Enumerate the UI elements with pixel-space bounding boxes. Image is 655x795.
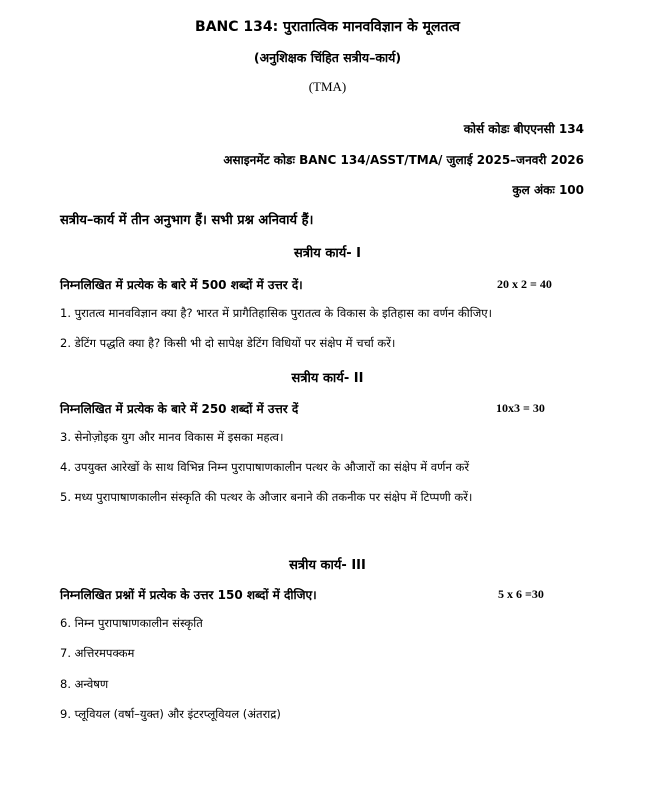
section-heading-1: सत्रीय कार्य- I — [293, 246, 362, 261]
section-marks-2: 10x3 = 30 — [496, 401, 545, 415]
section-marks-3: 5 x 6 =30 — [498, 587, 544, 601]
question-5: 5. मध्य पुरापाषाणकालीन संस्कृति की पत्थर के औजार बनाने की तकनीक पर संक्षेप में टिप्पणी करें। — [60, 490, 473, 504]
question-8: 8. अन्वेषण — [60, 677, 109, 691]
question-2: 2. डेटिंग पद्धति क्या है? किसी भी दो सापेक्ष डेटिंग विधियों पर संक्षेप में चर्चा करें। — [60, 336, 396, 350]
section-marks-1: 20 x 2 = 40 — [497, 277, 552, 291]
tma-label: (TMA) — [308, 79, 347, 94]
question-7: 7. अत्तिरमपक्कम — [60, 646, 135, 660]
assignment-code: असाइनमेंट कोडः BANC 134/ASST/TMA/ जुलाई 2025–जनवरी 2026 — [223, 153, 584, 167]
question-9: 9. प्लूवियल (वर्षा–युक्त) और इंटरप्लूवियल (अंतराद्र) — [60, 707, 281, 721]
question-1: 1. पुरातत्व मानवविज्ञान क्या है? भारत में प्रागैतिहासिक पुरातत्व के विकास के इतिहास का वर्णन कीजिए। — [60, 306, 492, 320]
section-instruction-3: निम्नलिखित प्रश्नों में प्रत्येक के उत्तर 150 शब्दों में दीजिए। — [60, 588, 317, 602]
section-instruction-1: निम्नलिखित में प्रत्येक के बारे में 500 शब्दों में उत्तर दें। — [60, 278, 303, 292]
question-4: 4. उपयुक्त आरेखों के साथ विभिन्न निम्न पुरापाषाणकालीन पत्थर के औजारों का संक्षेप में वर्णन करें — [60, 460, 470, 474]
section-instruction-2: निम्नलिखित में प्रत्येक के बारे में 250 शब्दों में उत्तर दें — [60, 402, 299, 416]
question-6: 6. निम्न पुरापाषाणकालीन संस्कृति — [60, 616, 203, 630]
section-heading-2: सत्रीय कार्य- II — [291, 371, 364, 386]
section-heading-3: सत्रीय कार्य- III — [289, 558, 366, 573]
intro-text: सत्रीय–कार्य में तीन अनुभाग हैं। सभी प्रश्न अनिवार्य हैं। — [60, 213, 314, 228]
document-subtitle: (अनुशिक्षक चिंहित सत्रीय–कार्य) — [253, 50, 402, 65]
total-marks: कुल अंकः 100 — [512, 183, 584, 197]
course-code: कोर्स कोडः बीएएनसी 134 — [463, 122, 584, 136]
document-title: BANC 134: पुरातात्विक मानवविज्ञान के मूलतत्व — [195, 19, 460, 35]
question-3: 3. सेनोज़ोइक युग और मानव विकास में इसका महत्व। — [60, 430, 284, 444]
